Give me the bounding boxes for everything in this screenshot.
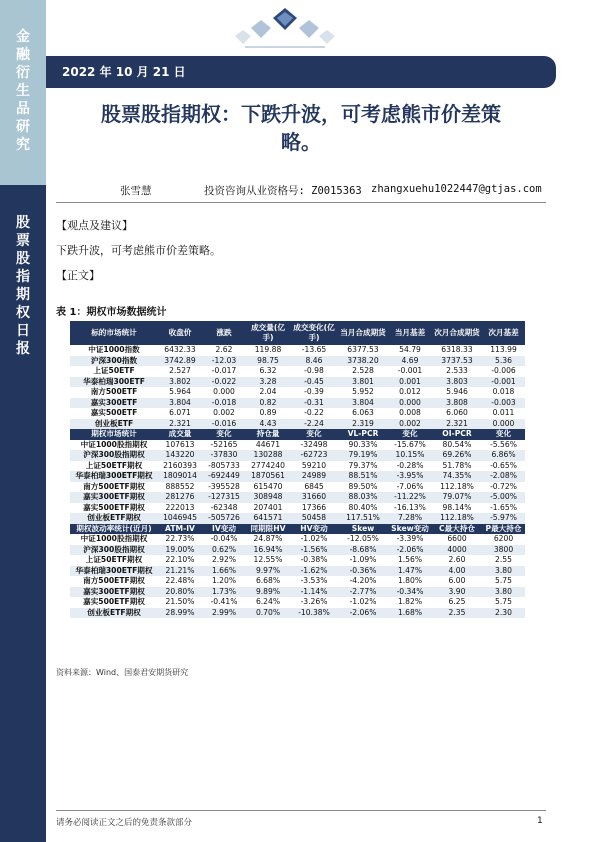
table-cell: 10.15% xyxy=(388,450,432,461)
table-header-cell: 成交变化(亿手) xyxy=(290,321,338,345)
table-row xyxy=(70,461,525,472)
table-cell: -0.36% xyxy=(338,566,388,577)
table-header-cell: Skew xyxy=(338,524,388,535)
table-cell: 6.063 xyxy=(338,408,388,419)
table-cell: 2.99% xyxy=(202,608,246,619)
table-row-label: 上证50ETF期权 xyxy=(70,461,158,472)
table-cell: 6377.53 xyxy=(338,345,388,356)
table-row xyxy=(70,608,525,619)
table-header-cell: 成交量 xyxy=(158,429,202,440)
table-cell: -2.06% xyxy=(338,608,388,619)
table-cell: -0.22 xyxy=(290,408,338,419)
table-cell: 2774240 xyxy=(246,461,290,472)
table-cell: 79.07% xyxy=(432,492,482,503)
table-row xyxy=(70,419,525,430)
table-cell: 79.37% xyxy=(338,461,388,472)
table-cell: 2.04 xyxy=(246,387,290,398)
table-cell: 112.18% xyxy=(432,482,482,493)
table-header-cell: OI-PCR xyxy=(432,429,482,440)
table-header-cell: Skew变动 xyxy=(388,524,432,535)
table-header-row xyxy=(70,524,525,535)
table-cell: 2.62 xyxy=(202,345,246,356)
table-cell: 44671 xyxy=(246,440,290,451)
table-row xyxy=(70,377,525,388)
table-cell: -1.09% xyxy=(338,555,388,566)
table-cell: 222013 xyxy=(158,503,202,514)
table-cell: -0.018 xyxy=(202,398,246,409)
table-cell: 54.79 xyxy=(388,345,432,356)
table-cell: 0.002 xyxy=(202,408,246,419)
sidebar-report-type-label: 股 票 股 指 期 权 日 报 xyxy=(16,215,30,357)
table-cell: 88.03% xyxy=(338,492,388,503)
table-row-label: 嘉实500ETF期权 xyxy=(70,503,158,514)
table-cell: 0.62% xyxy=(202,545,246,556)
table-header-cell: C最大持仓 xyxy=(432,524,482,535)
table-cell: -0.016 xyxy=(202,419,246,430)
table-row xyxy=(70,366,525,377)
table-cell: 6432.33 xyxy=(158,345,202,356)
options-market-table xyxy=(70,321,525,618)
views-heading: 【观点及建议】 xyxy=(56,219,133,232)
table-row-label: 嘉实300ETF期权 xyxy=(70,492,158,503)
table-cell: 3.808 xyxy=(432,398,482,409)
table-cell: 3.804 xyxy=(338,398,388,409)
diamond-logo-icon xyxy=(225,6,345,50)
table-cell: 3.804 xyxy=(158,398,202,409)
table-header-cell: 次月基差 xyxy=(482,321,525,345)
table-row xyxy=(70,398,525,409)
table-cell: 3.801 xyxy=(338,377,388,388)
table-row-label: 华泰柏瑞300ETF期权 xyxy=(70,566,158,577)
table-cell: -0.003 xyxy=(482,398,525,409)
table-cell: 79.19% xyxy=(338,450,388,461)
body-heading: 【正文】 xyxy=(56,269,100,282)
table-row-label: 嘉实300ETF期权 xyxy=(70,587,158,598)
table-cell: 89.50% xyxy=(338,482,388,493)
table-cell: -0.001 xyxy=(388,366,432,377)
table-cell: 281276 xyxy=(158,492,202,503)
table-row xyxy=(70,513,525,524)
table-cell: 24.87% xyxy=(246,534,290,545)
table-cell: -0.022 xyxy=(202,377,246,388)
header-divider xyxy=(56,202,546,203)
table-cell: 0.000 xyxy=(388,398,432,409)
table-cell: -0.65% xyxy=(482,461,525,472)
table-cell: 1870561 xyxy=(246,471,290,482)
table-cell: 3742.89 xyxy=(158,356,202,367)
table-row xyxy=(70,503,525,514)
table-row-label: 华泰柏瑞300ETF期权 xyxy=(70,471,158,482)
table-row-label: 嘉实500ETF期权 xyxy=(70,597,158,608)
table-cell: 6.24% xyxy=(246,597,290,608)
table-cell: 6.86% xyxy=(482,450,525,461)
table-cell: 74.35% xyxy=(432,471,482,482)
table-cell: 22.73% xyxy=(158,534,202,545)
table-cell: -692449 xyxy=(202,471,246,482)
table-row-label: 南方500ETF期权 xyxy=(70,576,158,587)
table-cell: 0.008 xyxy=(388,408,432,419)
table-cell: 0.001 xyxy=(388,377,432,388)
table-cell: 107613 xyxy=(158,440,202,451)
table-cell: 16.94% xyxy=(246,545,290,556)
table-cell: 80.40% xyxy=(338,503,388,514)
sidebar-category-label: 金 融 衍 生 品 研 究 xyxy=(16,29,30,153)
table-cell: -11.22% xyxy=(388,492,432,503)
table-header-cell: 变化 xyxy=(482,429,525,440)
table-cell: -15.67% xyxy=(388,440,432,451)
table-header-cell: 当月基差 xyxy=(388,321,432,345)
table-header-cell: HV变动 xyxy=(290,524,338,535)
table-cell: 2.319 xyxy=(338,419,388,430)
table-cell: -0.31 xyxy=(290,398,338,409)
table-cell: 1.82% xyxy=(388,597,432,608)
table-header-cell: 成交量(亿手) xyxy=(246,321,290,345)
table-row-label: 南方500ETF期权 xyxy=(70,482,158,493)
table-row-label: 华泰柏瑞300ETF xyxy=(70,377,158,388)
report-title-line-2: 略。 xyxy=(281,130,321,154)
table-row-label: 嘉实300ETF xyxy=(70,398,158,409)
table-cell: -805733 xyxy=(202,461,246,472)
table-cell: 0.012 xyxy=(388,387,432,398)
table-cell: 51.78% xyxy=(432,461,482,472)
table-header-cell: VL-PCR xyxy=(338,429,388,440)
table-cell: 1.56% xyxy=(388,555,432,566)
table-cell: 117.51% xyxy=(338,513,388,524)
table-cell: 12.55% xyxy=(246,555,290,566)
table-cell: -1.65% xyxy=(482,503,525,514)
table-header-row xyxy=(70,429,525,440)
table-cell: 6.25 xyxy=(432,597,482,608)
table-cell: 0.000 xyxy=(482,419,525,430)
table-header-cell: 次月合成期货 xyxy=(432,321,482,345)
table-cell: -52165 xyxy=(202,440,246,451)
table-cell: 1.73% xyxy=(202,587,246,598)
table-cell: -7.06% xyxy=(388,482,432,493)
table-cell: 3.802 xyxy=(158,377,202,388)
table-cell: 88.51% xyxy=(338,471,388,482)
author-name: 张雪慧 xyxy=(120,185,152,197)
table-cell: 4.00 xyxy=(432,566,482,577)
table-row-label: 中证1000股指期权 xyxy=(70,440,158,451)
table-cell: 2.527 xyxy=(158,366,202,377)
table-row xyxy=(70,356,525,367)
table-cell: 615470 xyxy=(246,482,290,493)
table-row xyxy=(70,482,525,493)
table-cell: 1.68% xyxy=(388,608,432,619)
table-cell: 5.946 xyxy=(432,387,482,398)
table-cell: 2.30 xyxy=(482,608,525,619)
table-cell: 17366 xyxy=(290,503,338,514)
table-cell: -1.62% xyxy=(290,566,338,577)
table-cell: 308948 xyxy=(246,492,290,503)
table-cell: 9.89% xyxy=(246,587,290,598)
table-cell: 143220 xyxy=(158,450,202,461)
table-cell: 4.69 xyxy=(388,356,432,367)
table-cell: 6.32 xyxy=(246,366,290,377)
table-cell: -16.13% xyxy=(388,503,432,514)
table-row xyxy=(70,471,525,482)
table-cell: -8.68% xyxy=(338,545,388,556)
views-text: 下跌升波，可考虑熊市价差策略。 xyxy=(56,244,221,257)
table-row-label: 创业板ETF期权 xyxy=(70,608,158,619)
table-cell: -0.41% xyxy=(202,597,246,608)
table-cell: 28.99% xyxy=(158,608,202,619)
table-row-label: 沪深300股指期权 xyxy=(70,545,158,556)
table-cell: 24989 xyxy=(290,471,338,482)
table-cell: -0.28% xyxy=(388,461,432,472)
table-row-label: 创业板ETF xyxy=(70,419,158,430)
table-cell: 3738.20 xyxy=(338,356,388,367)
table-cell: -1.56% xyxy=(290,545,338,556)
table-cell: 119.88 xyxy=(246,345,290,356)
table-cell: -32498 xyxy=(290,440,338,451)
table-cell: 22.10% xyxy=(158,555,202,566)
table-row xyxy=(70,566,525,577)
table-cell: -0.006 xyxy=(482,366,525,377)
table-cell: -0.38% xyxy=(290,555,338,566)
table-header-cell: 持仓量 xyxy=(246,429,290,440)
table-row xyxy=(70,440,525,451)
table-cell: 0.82 xyxy=(246,398,290,409)
table-cell: -1.02% xyxy=(338,597,388,608)
sidebar xyxy=(0,0,46,842)
table-caption: 表 1：期权市场数据统计 xyxy=(56,307,167,318)
table-cell: -0.98 xyxy=(290,366,338,377)
footer-divider xyxy=(56,810,546,811)
table-cell: -12.05% xyxy=(338,534,388,545)
table-cell: 2.321 xyxy=(158,419,202,430)
table-cell: 5.36 xyxy=(482,356,525,367)
table-cell: -0.45 xyxy=(290,377,338,388)
table-cell: -127315 xyxy=(202,492,246,503)
table-header-cell: IV变动 xyxy=(202,524,246,535)
table-cell: 0.018 xyxy=(482,387,525,398)
table-cell: 3800 xyxy=(482,545,525,556)
table-cell: 4000 xyxy=(432,545,482,556)
table-row xyxy=(70,345,525,356)
table-row xyxy=(70,534,525,545)
table-cell: -0.001 xyxy=(482,377,525,388)
table-header-cell: P最大持仓 xyxy=(482,524,525,535)
table-cell: 2.321 xyxy=(432,419,482,430)
table-cell: -2.24 xyxy=(290,419,338,430)
table-row-label: 沪深300股指期权 xyxy=(70,450,158,461)
table-cell: -3.39% xyxy=(388,534,432,545)
table-cell: -5.97% xyxy=(482,513,525,524)
table-cell: -3.53% xyxy=(290,576,338,587)
table-header-cell: 期权波动率统计(近月) xyxy=(70,524,158,535)
table-header-cell: 标的市场统计 xyxy=(70,321,158,345)
table-header-cell: 变化 xyxy=(202,429,246,440)
report-title-line-1: 股票股指期权：下跌升波，可考虑熊市价差策 xyxy=(101,102,501,126)
table-row xyxy=(70,555,525,566)
table-cell: 5.75 xyxy=(482,576,525,587)
table-cell: 6.68% xyxy=(246,576,290,587)
table-cell: 3.28 xyxy=(246,377,290,388)
table-row xyxy=(70,387,525,398)
table-cell: 6845 xyxy=(290,482,338,493)
author-email: zhangxuehu1022447@gtjas.com xyxy=(371,183,542,195)
table-cell: 1.80% xyxy=(388,576,432,587)
table-cell: -0.39 xyxy=(290,387,338,398)
page-number: 1 xyxy=(537,816,543,826)
table-cell: 2.533 xyxy=(432,366,482,377)
table-row xyxy=(70,492,525,503)
table-cell: 0.000 xyxy=(202,387,246,398)
table-cell: 5.964 xyxy=(158,387,202,398)
table-cell: 3737.53 xyxy=(432,356,482,367)
table-cell: -395528 xyxy=(202,482,246,493)
table-cell: -3.95% xyxy=(388,471,432,482)
table-cell: 6600 xyxy=(432,534,482,545)
table-cell: 80.54% xyxy=(432,440,482,451)
table-cell: -10.38% xyxy=(290,608,338,619)
table-cell: 2.55 xyxy=(482,555,525,566)
table-header-cell: 变化 xyxy=(290,429,338,440)
table-cell: 3.80 xyxy=(482,566,525,577)
table-cell: 20.80% xyxy=(158,587,202,598)
table-cell: 0.011 xyxy=(482,408,525,419)
table-cell: 22.48% xyxy=(158,576,202,587)
table-cell: 50458 xyxy=(290,513,338,524)
report-date-bar: 2022 年 10 月 21 日 xyxy=(46,56,556,88)
table-cell: 2.35 xyxy=(432,608,482,619)
table-row-label: 上证50ETF xyxy=(70,366,158,377)
table-cell: 1.20% xyxy=(202,576,246,587)
table-cell: 98.14% xyxy=(432,503,482,514)
table-cell: 113.99 xyxy=(482,345,525,356)
table-cell: -2.08% xyxy=(482,471,525,482)
table-cell: 19.00% xyxy=(158,545,202,556)
author-certificate: 投资咨询从业资格号: Z0015363 xyxy=(204,185,362,197)
source-note: 资料来源：Wind、国泰君安期货研究 xyxy=(56,668,189,677)
table-cell: 6318.33 xyxy=(432,345,482,356)
table-row xyxy=(70,408,525,419)
table-cell: 3.80 xyxy=(482,587,525,598)
table-cell: -0.34% xyxy=(388,587,432,598)
table-cell: -62723 xyxy=(290,450,338,461)
table-row-label: 中证1000指数 xyxy=(70,345,158,356)
table-cell: -3.26% xyxy=(290,597,338,608)
table-row-label: 创业板ETF期权 xyxy=(70,513,158,524)
table-header-cell: 期权市场统计 xyxy=(70,429,158,440)
table-cell: 207401 xyxy=(246,503,290,514)
table-header-cell: 当月合成期货 xyxy=(338,321,388,345)
table-row xyxy=(70,545,525,556)
disclaimer-text: 请务必阅读正文之后的免责条款部分 xyxy=(56,818,193,828)
table-row xyxy=(70,576,525,587)
table-cell: 2.60 xyxy=(432,555,482,566)
table-header-row xyxy=(70,321,525,345)
table-cell: 31660 xyxy=(290,492,338,503)
table-cell: 888552 xyxy=(158,482,202,493)
table-cell: 6200 xyxy=(482,534,525,545)
table-cell: -5.56% xyxy=(482,440,525,451)
table-row-label: 嘉实500ETF xyxy=(70,408,158,419)
table-cell: 98.75 xyxy=(246,356,290,367)
table-cell: -505726 xyxy=(202,513,246,524)
table-row-label: 上证50ETF期权 xyxy=(70,555,158,566)
table-cell: 21.21% xyxy=(158,566,202,577)
table-cell: -13.65 xyxy=(290,345,338,356)
table-cell: 112.18% xyxy=(432,513,482,524)
table-cell: 0.002 xyxy=(388,419,432,430)
table-cell: 1.66% xyxy=(202,566,246,577)
table-cell: 6.071 xyxy=(158,408,202,419)
table-cell: 1809014 xyxy=(158,471,202,482)
table-cell: 2160393 xyxy=(158,461,202,472)
table-cell: 4.43 xyxy=(246,419,290,430)
table-cell: 2.528 xyxy=(338,366,388,377)
table-cell: 1046945 xyxy=(158,513,202,524)
table-cell: 0.89 xyxy=(246,408,290,419)
table-cell: -0.72% xyxy=(482,482,525,493)
table-cell: -1.02% xyxy=(290,534,338,545)
table-cell: 5.952 xyxy=(338,387,388,398)
table-cell: 69.26% xyxy=(432,450,482,461)
table-cell: 0.70% xyxy=(246,608,290,619)
table-cell: -12.03 xyxy=(202,356,246,367)
table-row xyxy=(70,450,525,461)
table-row xyxy=(70,587,525,598)
table-header-cell: 收盘价 xyxy=(158,321,202,345)
table-row-label: 中证1000股指期权 xyxy=(70,534,158,545)
table-cell: 641571 xyxy=(246,513,290,524)
table-cell: 2.92% xyxy=(202,555,246,566)
table-row-label: 沪深300指数 xyxy=(70,356,158,367)
table-cell: 7.28% xyxy=(388,513,432,524)
table-cell: 5.75 xyxy=(482,597,525,608)
table-header-cell: 涨跌 xyxy=(202,321,246,345)
table-cell: -0.017 xyxy=(202,366,246,377)
table-cell: 6.060 xyxy=(432,408,482,419)
table-cell: -2.77% xyxy=(338,587,388,598)
table-cell: 9.97% xyxy=(246,566,290,577)
table-cell: -4.20% xyxy=(338,576,388,587)
table-cell: 8.46 xyxy=(290,356,338,367)
table-cell: -2.06% xyxy=(388,545,432,556)
table-cell: -0.04% xyxy=(202,534,246,545)
table-cell: 3.803 xyxy=(432,377,482,388)
table-cell: 130288 xyxy=(246,450,290,461)
table-cell: 59210 xyxy=(290,461,338,472)
table-header-cell: 变化 xyxy=(388,429,432,440)
report-title xyxy=(56,100,546,156)
table-cell: -62348 xyxy=(202,503,246,514)
table-row-label: 南方500ETF xyxy=(70,387,158,398)
table-cell: 21.50% xyxy=(158,597,202,608)
table-cell: -5.00% xyxy=(482,492,525,503)
table-cell: 3.90 xyxy=(432,587,482,598)
table-cell: 90.33% xyxy=(338,440,388,451)
table-cell: -37830 xyxy=(202,450,246,461)
table-row xyxy=(70,597,525,608)
table-header-cell: ATM-IV xyxy=(158,524,202,535)
table-cell: 1.47% xyxy=(388,566,432,577)
table-header-cell: 同期限HV xyxy=(246,524,290,535)
table-cell: 6.00 xyxy=(432,576,482,587)
table-cell: -1.14% xyxy=(290,587,338,598)
